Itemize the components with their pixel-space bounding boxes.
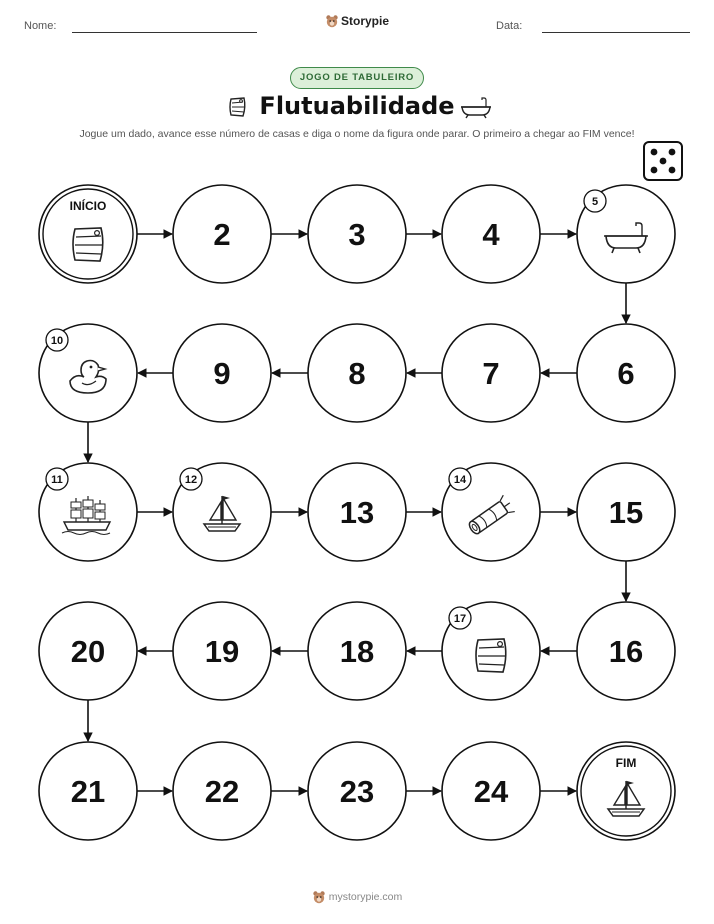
board-space-17 (442, 602, 540, 700)
board-space-7 (442, 324, 540, 422)
space-number: 23 (339, 774, 375, 809)
board-space-5 (577, 185, 675, 283)
space-number: 11 (51, 474, 63, 486)
board-space-16 (577, 602, 675, 700)
board-space-14 (442, 463, 540, 561)
start-label: INÍCIO (69, 199, 107, 213)
board-space-9 (173, 324, 271, 422)
space-number: 19 (204, 634, 240, 669)
board-space-22 (173, 742, 271, 840)
board-space-4 (442, 185, 540, 283)
bear-logo-icon (312, 890, 326, 904)
board-space-21 (39, 742, 137, 840)
space-number: 2 (213, 217, 231, 252)
board-space-10 (39, 324, 137, 422)
space-number: 21 (70, 774, 106, 809)
space-number: 10 (50, 335, 64, 347)
board-space-11 (39, 463, 137, 561)
space-number: 22 (204, 774, 240, 809)
board-space-18 (308, 602, 406, 700)
board-space-12 (173, 463, 271, 561)
space-number: 16 (608, 634, 644, 669)
space-number: 17 (453, 613, 467, 625)
board-space-19 (173, 602, 271, 700)
board-space-23 (308, 742, 406, 840)
armband-icon (476, 639, 506, 672)
space-number: 14 (453, 474, 467, 486)
footer (0, 890, 714, 904)
board-space-13 (308, 463, 406, 561)
board-space-8 (308, 324, 406, 422)
board-space-24 (442, 742, 540, 840)
space-number: 3 (348, 217, 366, 252)
space-number: 5 (591, 196, 599, 208)
board-space-20 (39, 602, 137, 700)
footer-url: mystorypie.com (328, 891, 403, 903)
name-label: Nome: (24, 20, 57, 32)
date-label: Data: (496, 20, 523, 32)
space-number: 15 (608, 495, 644, 530)
brand-name: Storypie (340, 14, 389, 28)
space-number: 13 (339, 495, 375, 530)
space-number: 8 (348, 356, 366, 391)
space-number: 20 (70, 634, 106, 669)
space-number: 4 (482, 217, 500, 252)
end-label: FIM (615, 756, 637, 770)
board-space-6 (577, 324, 675, 422)
space-number: 12 (184, 474, 198, 486)
board-space-3 (308, 185, 406, 283)
space-number: 24 (473, 774, 509, 809)
instructions: Jogue um dado, avance esse número de casas e diga o nome da figura onde parar. O primeiro a chegar ao FIM vence! (79, 128, 635, 140)
space-number: 9 (213, 356, 231, 391)
board-space-15 (577, 463, 675, 561)
page-title: Flutuabilidade (259, 92, 455, 120)
game-type-badge: JOGO DE TABULEIRO (290, 67, 424, 89)
board-space-1 (39, 185, 137, 283)
armband-icon (73, 228, 103, 261)
space-number: 18 (339, 634, 375, 669)
board-space-25 (577, 742, 675, 840)
board-space-2 (173, 185, 271, 283)
space-number: 7 (482, 356, 500, 391)
space-number: 6 (617, 356, 635, 391)
